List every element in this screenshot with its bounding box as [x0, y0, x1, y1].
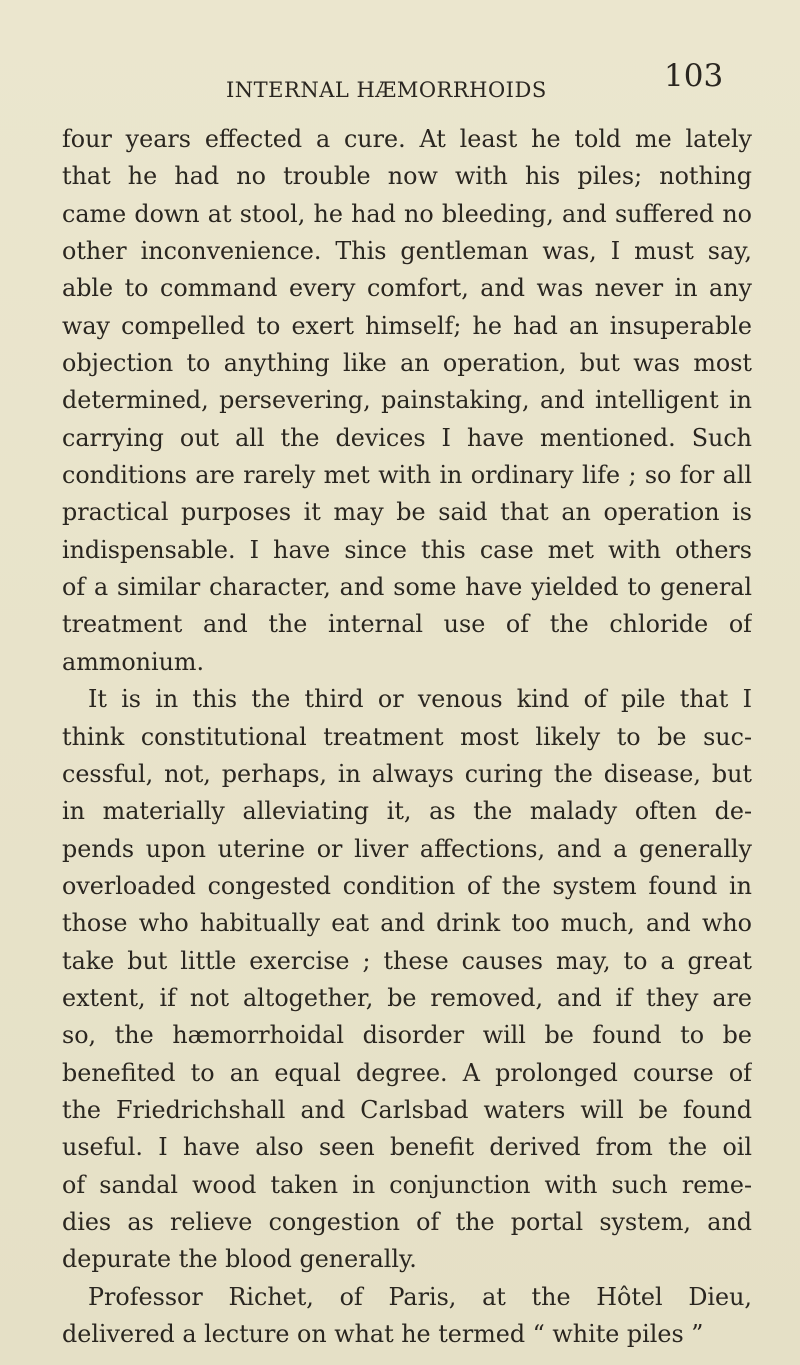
running-head: INTERNAL HÆMORRHOIDS — [226, 78, 547, 102]
text-line: extent, if not altogether, be removed, and if they are — [62, 983, 752, 1012]
text-line: carrying out all the devices I have mentioned. Such — [62, 423, 752, 452]
text-line: conditions are rarely met with in ordinary life ; so for all — [62, 461, 752, 490]
text-line: dies as relieve congestion of the portal system, and — [62, 1207, 752, 1236]
text-line: way compelled to exert himself; he had an insuperable — [62, 311, 752, 340]
text-line: depurate the blood generally. — [62, 1245, 417, 1274]
text-line: treatment and the internal use of the chloride of — [62, 610, 752, 639]
text-line: Professor Richet, of Paris, at the Hôtel Dieu, — [88, 1282, 752, 1311]
page-number: 103 — [664, 58, 724, 94]
text-line: other inconvenience. This gentleman was, I must say, — [62, 237, 752, 266]
text-line: of a similar character, and some have yielded to general — [62, 573, 752, 602]
text-line: objection to anything like an operation, but was most — [62, 349, 752, 378]
text-line: of sandal wood taken in conjunction with such reme- — [62, 1170, 752, 1199]
body-text — [62, 121, 752, 1353]
text-line: think constitutional treatment most likely to be suc- — [62, 722, 752, 751]
text-line: overloaded congested condition of the system found in — [62, 871, 752, 900]
text-line: cessful, not, perhaps, in always curing the disease, but — [62, 759, 752, 788]
text-line: determined, persevering, painstaking, and intelligent in — [62, 386, 752, 415]
text-line: in materially alleviating it, as the malady often de- — [62, 797, 752, 826]
text-line: useful. I have also seen benefit derived from the oil — [62, 1133, 752, 1162]
text-line: came down at stool, he had no bleeding, and suffered no — [62, 199, 752, 228]
text-line: indispensable. I have since this case met with others — [62, 535, 752, 564]
text-line: ammonium. — [62, 647, 205, 676]
text-line: that he had no trouble now with his piles; nothing — [62, 162, 752, 191]
text-line: benefited to an equal degree. A prolonged course of — [62, 1058, 752, 1087]
text-line: delivered a lecture on what he termed “ white piles ” — [62, 1320, 704, 1348]
text-line: take but little exercise ; these causes may, to a great — [62, 946, 752, 975]
text-line: It is in this the third or venous kind of pile that I — [88, 685, 752, 714]
text-line: the Friedrichshall and Carlsbad waters will be found — [62, 1095, 752, 1124]
text-line: able to command every comfort, and was never in any — [62, 274, 752, 303]
text-line: four years effected a cure. At least he told me lately — [62, 125, 752, 153]
text-line: practical purposes it may be said that an operation is — [62, 498, 752, 527]
text-line: so, the hæmorrhoidal disorder will be found to be — [62, 1021, 752, 1050]
text-line: those who habitually eat and drink too much, and who — [62, 909, 752, 938]
text-line: pends upon uterine or liver affections, and a generally — [62, 834, 752, 863]
